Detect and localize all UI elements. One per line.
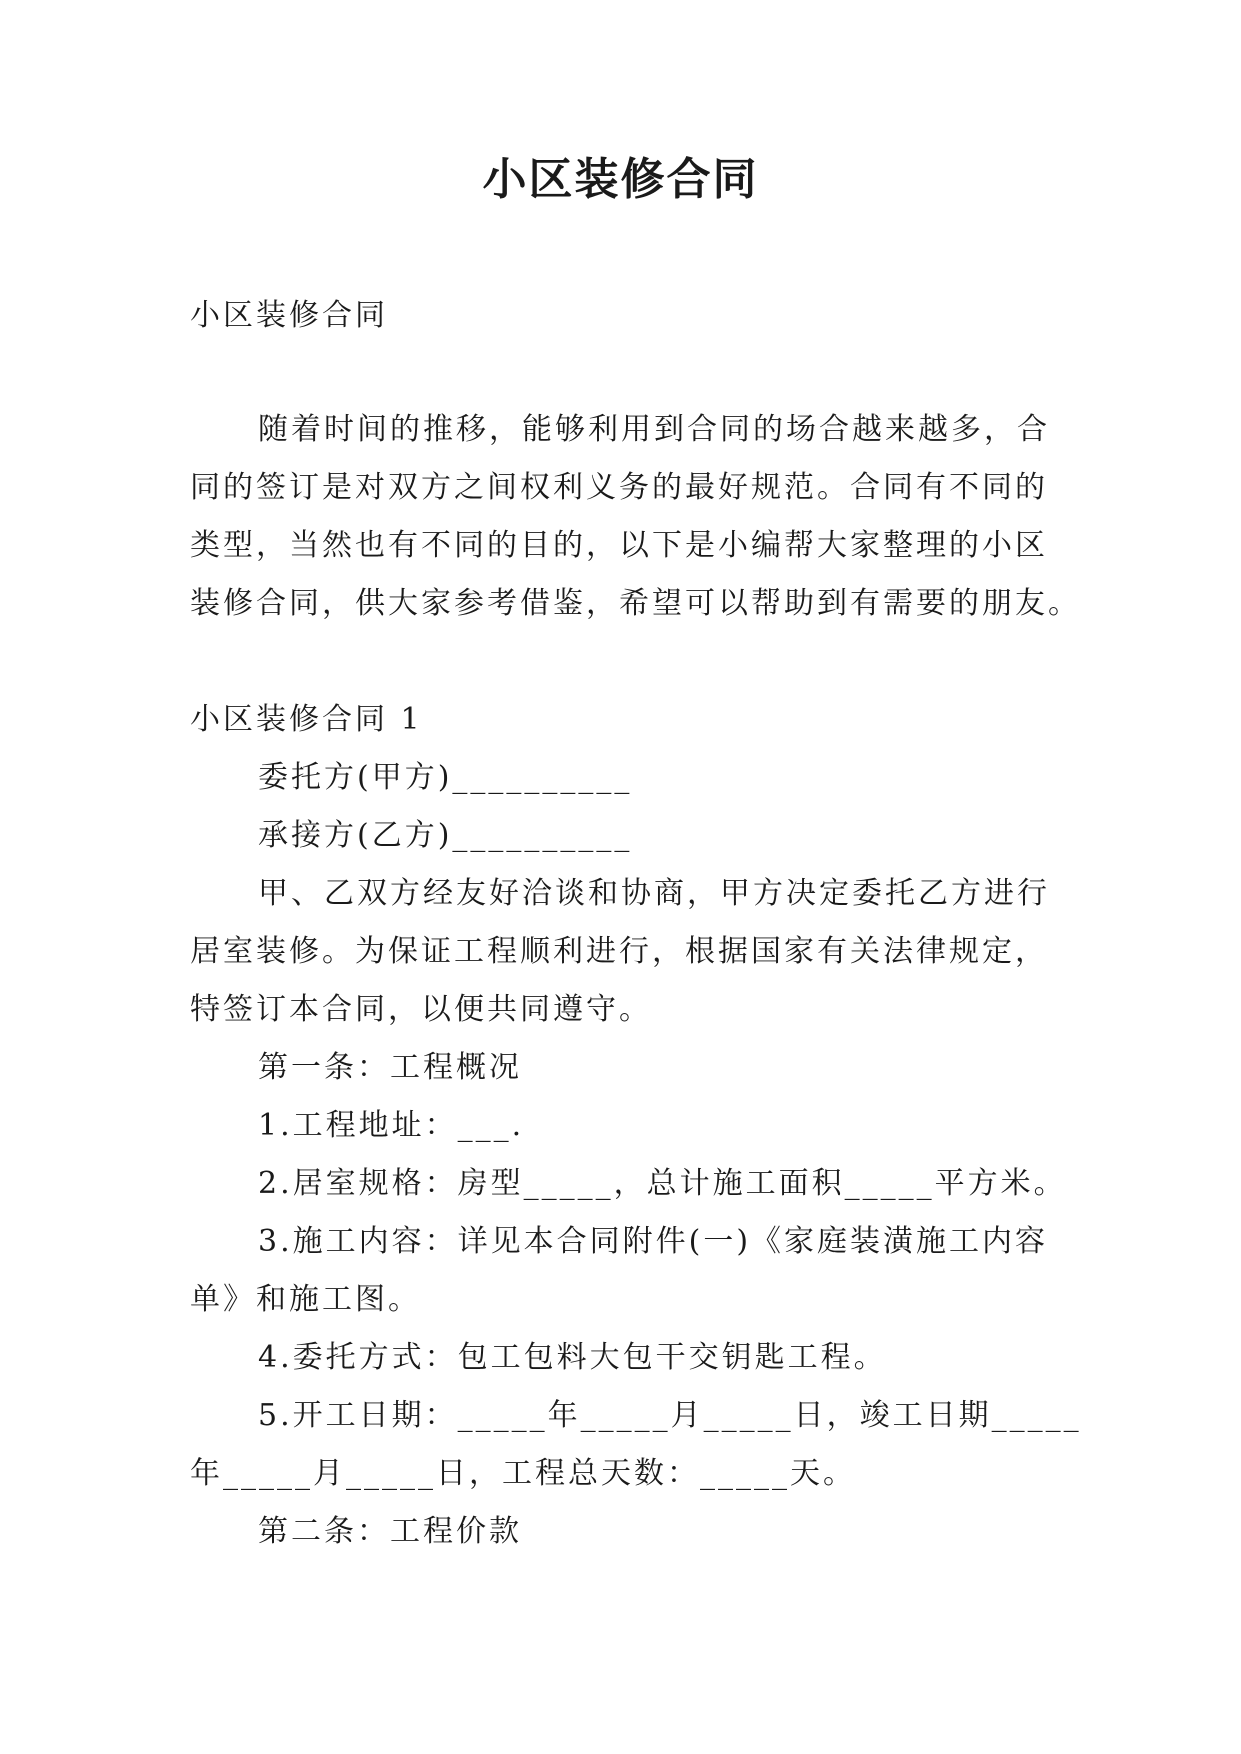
item-3-line-1: 3.施工内容：详见本合同附件(一)《家庭装潢施工内容	[258, 1224, 1049, 1259]
article1-heading: 第一条：工程概况	[258, 1050, 522, 1085]
article2-heading: 第二条：工程价款	[258, 1514, 522, 1549]
item-5-line-2: 年_____月_____日，工程总天数：_____天。	[190, 1456, 856, 1491]
section-heading: 小区装修合同 1	[190, 702, 423, 737]
intro-line-2: 同的签订是对双方之间权利义务的最好规范。合同有不同的	[190, 470, 1048, 505]
party-b-line: 承接方(乙方)__________	[258, 818, 633, 853]
intro-line-1: 随着时间的推移，能够利用到合同的场合越来越多，合	[258, 412, 1050, 447]
party-a-line: 委托方(甲方)__________	[258, 760, 633, 795]
intro-line-4: 装修合同，供大家参考借鉴，希望可以帮助到有需要的朋友。	[190, 586, 1081, 621]
item-3-line-2: 单》和施工图。	[190, 1282, 421, 1317]
preamble-line-1: 甲、乙双方经友好洽谈和协商，甲方决定委托乙方进行	[258, 876, 1050, 911]
item-5-line-1: 5.开工日期：_____年_____月_____日，竣工日期_____	[258, 1398, 1082, 1433]
item-4: 4.委托方式：包工包料大包干交钥匙工程。	[258, 1340, 887, 1375]
document-subtitle: 小区装修合同	[190, 298, 388, 333]
document-title: 小区装修合同	[482, 154, 759, 205]
intro-line-3: 类型，当然也有不同的目的，以下是小编帮大家整理的小区	[190, 528, 1048, 563]
preamble-line-3: 特签订本合同，以便共同遵守。	[190, 992, 652, 1027]
item-2: 2.居室规格：房型_____，总计施工面积_____平方米。	[258, 1166, 1067, 1201]
preamble-line-2: 居室装修。为保证工程顺利进行，根据国家有关法律规定，	[190, 934, 1048, 969]
item-1: 1.工程地址：___.	[258, 1108, 525, 1143]
